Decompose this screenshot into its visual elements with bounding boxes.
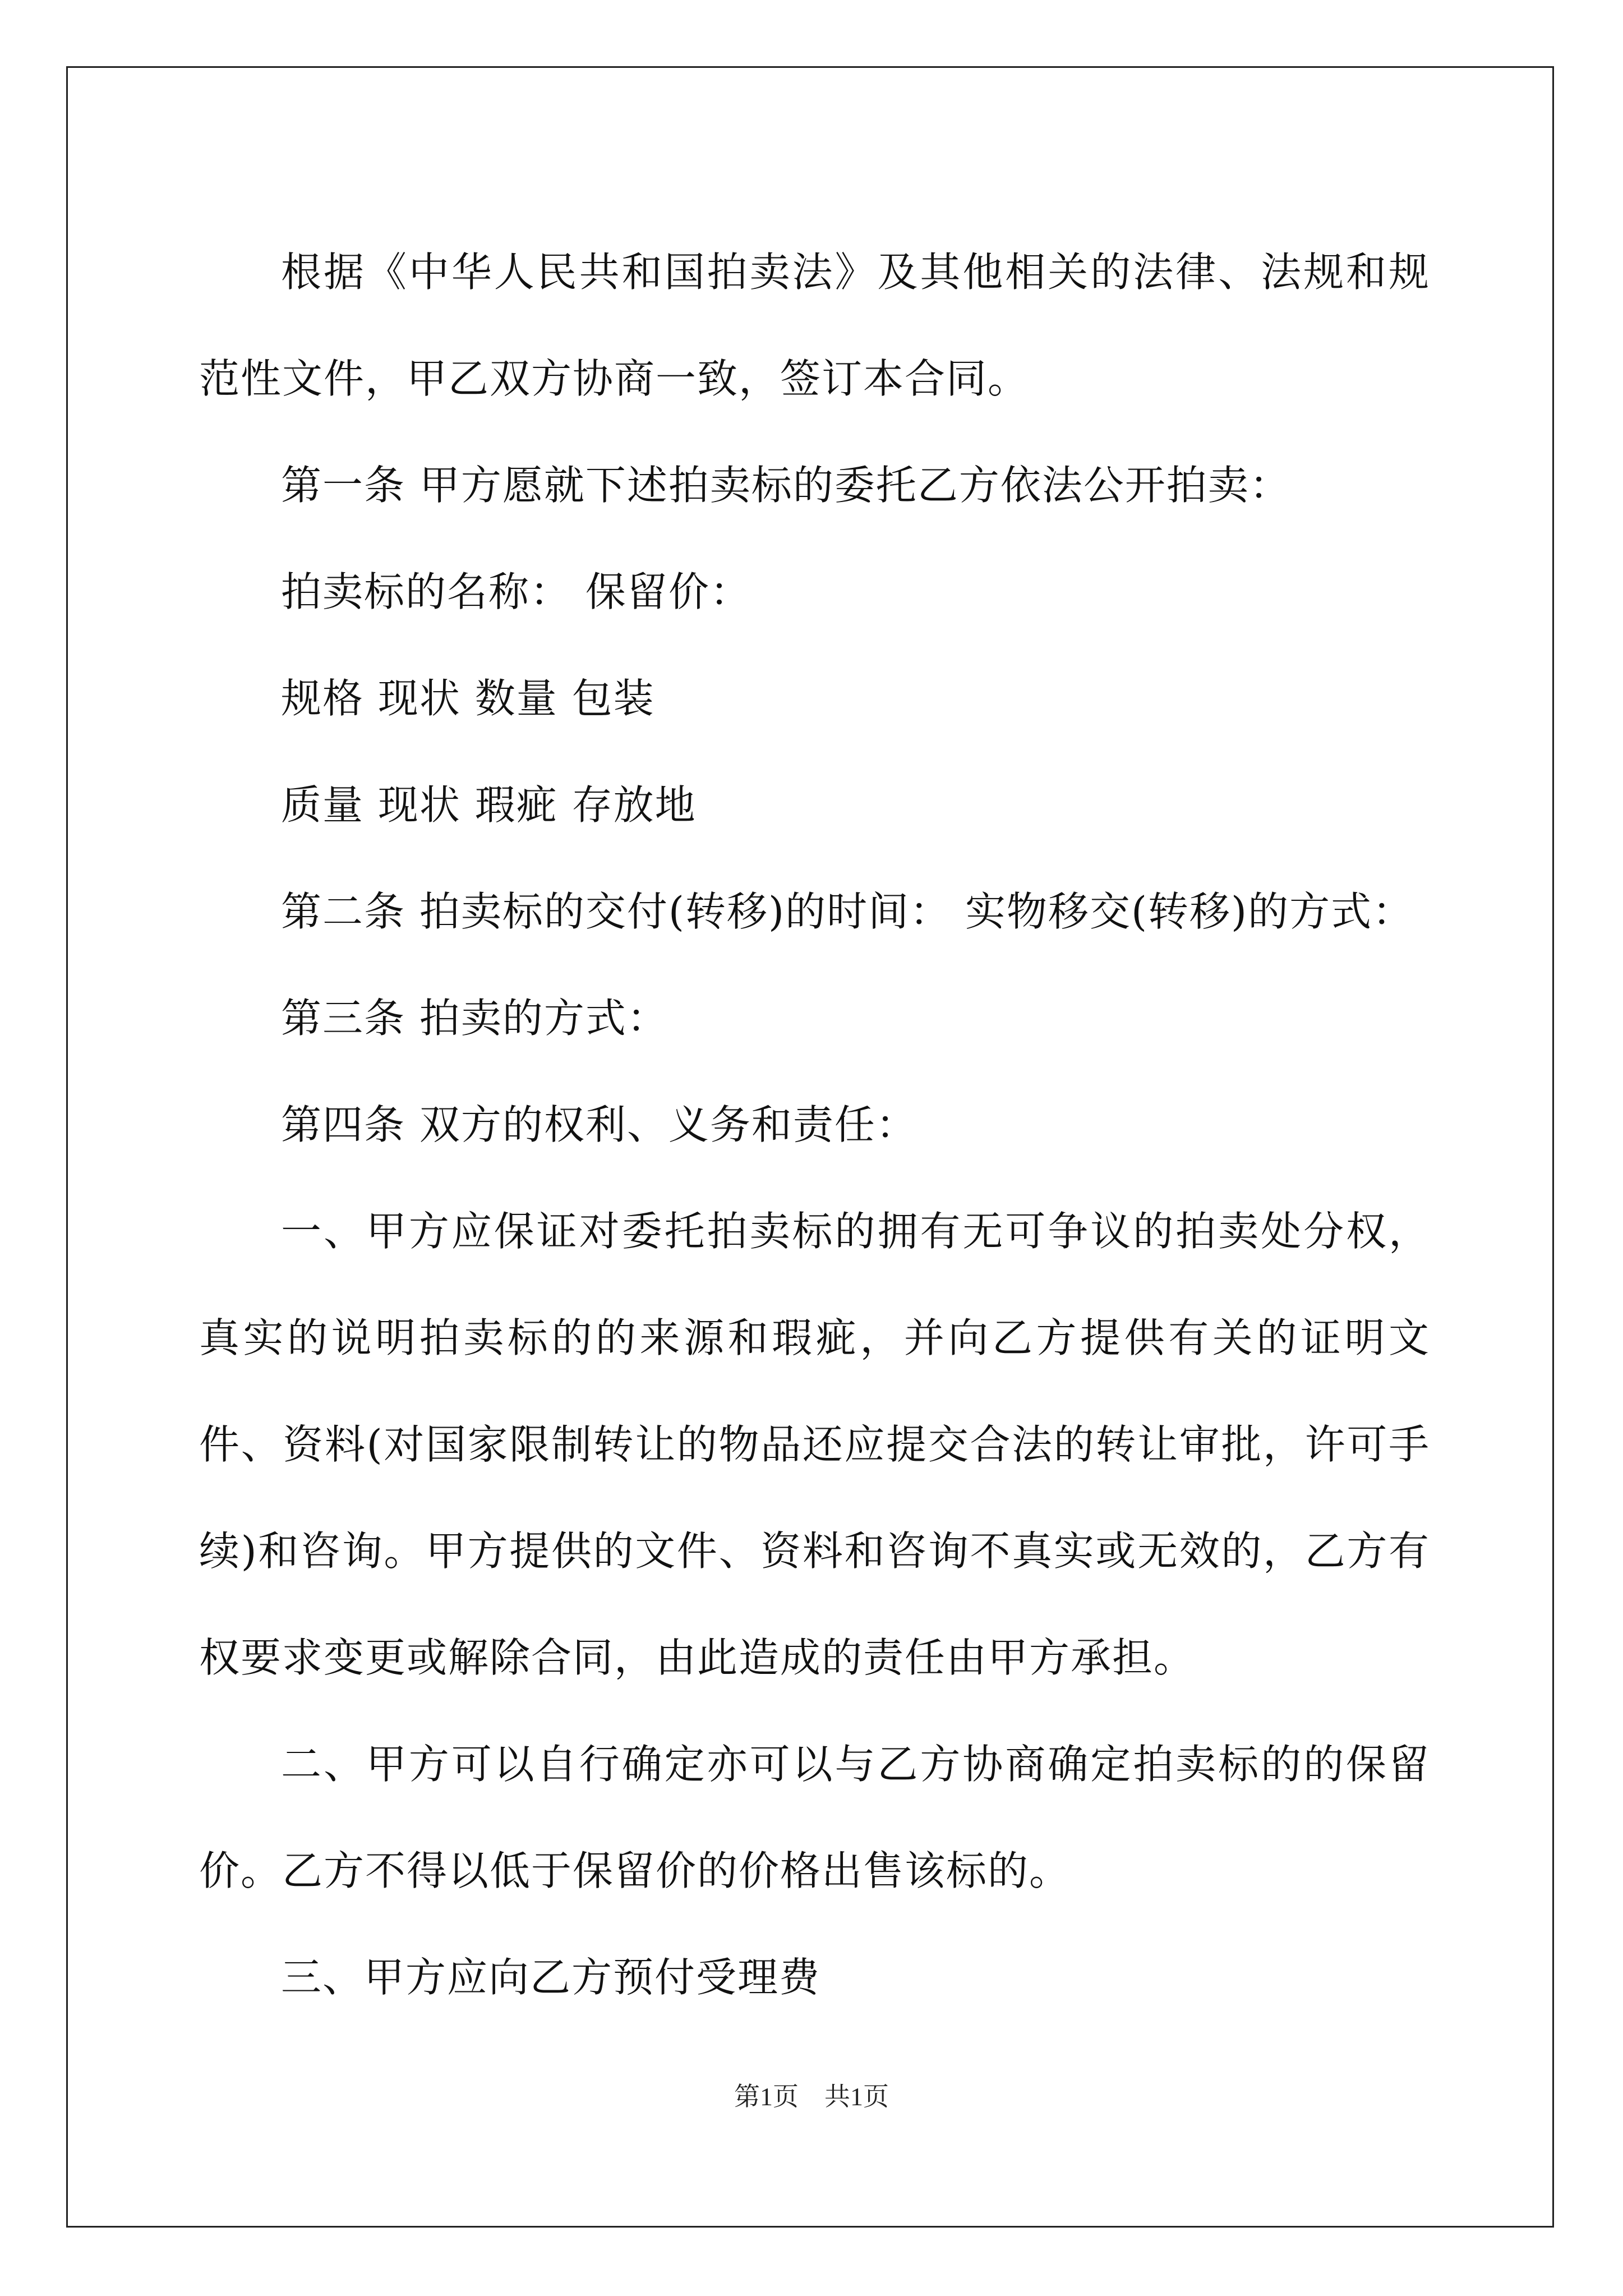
paragraph-item-spec: 规格 现状 数量 包装 — [281, 675, 655, 722]
paragraph-clause-2: 二、甲方可以自行确定亦可以与乙方协商确定拍卖标的的保留价。乙方不得以低于保留价的价格出售该标的。 — [199, 1741, 1430, 1894]
paragraph-article-3: 第三条 拍卖的方式： — [281, 995, 668, 1042]
paragraph-clause-3: 三、甲方应向乙方预付受理费 — [281, 1954, 821, 2001]
paragraph-item-quality: 质量 现状 瑕疵 存放地 — [281, 781, 697, 829]
paragraph-preamble: 根据《中华人民共和国拍卖法》及其他相关的法律、法规和规范性文件，甲乙双方协商一致，签订本合同。 — [199, 249, 1430, 402]
page-footer: 第1页 共1页 — [734, 2082, 889, 2111]
paragraph-article-4: 第四条 双方的权利、义务和责任： — [281, 1101, 917, 1148]
paragraph-clause-1: 一、甲方应保证对委托拍卖标的拥有无可争议的拍卖处分权，真实的说明拍卖标的的来源和瑕疵，并向乙方提供有关的证明文件、资料(对国家限制转让的物品还应提交合法的转让审批，许可手续)和咨询。甲方提供的文件、资料和咨询不真实或无效的，乙方有权要求变更或解除合同，由此造成的责任由甲方承担。 — [199, 1208, 1430, 1681]
document-body — [199, 219, 1430, 2031]
paragraph-article-1: 第一条 甲方愿就下述拍卖标的委托乙方依法公开拍卖： — [281, 462, 1291, 509]
paragraph-article-2: 第二条 拍卖标的交付(转移)的时间： 实物移交(转移)的方式： — [281, 888, 1414, 935]
paragraph-item-name: 拍卖标的名称： 保留价： — [281, 568, 751, 615]
